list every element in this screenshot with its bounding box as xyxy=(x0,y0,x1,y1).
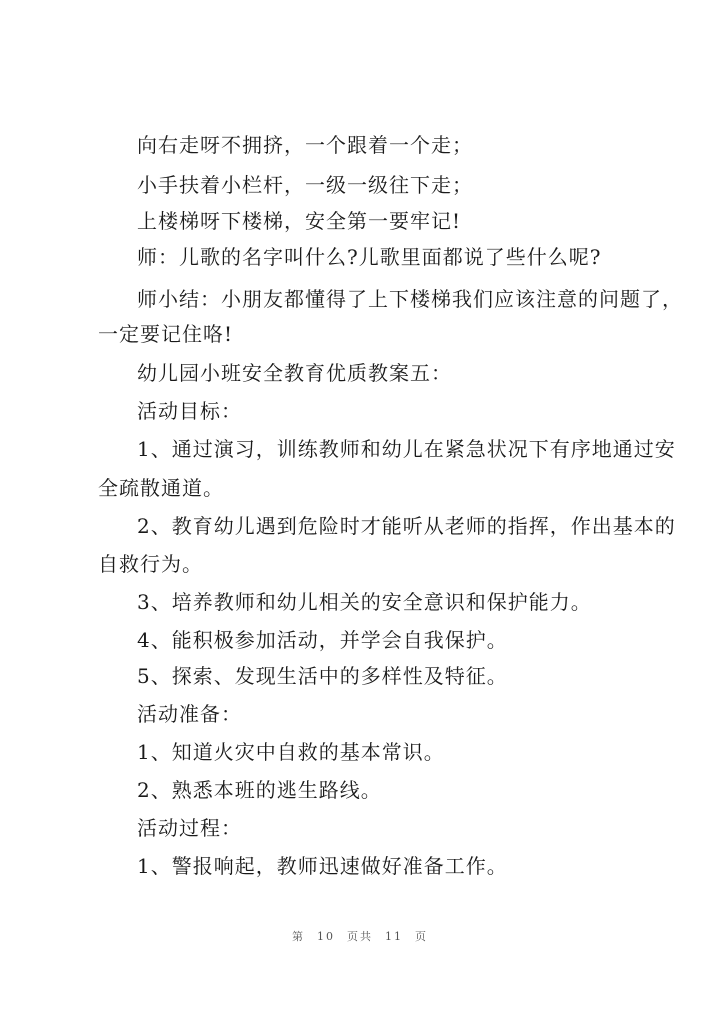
section-heading: 活动准备： xyxy=(137,702,242,726)
list-item: 1、通过演习，训练教师和幼儿在紧急状况下有序地通过安 xyxy=(137,437,676,461)
text-line: 师：儿歌的名字叫什么?儿歌里面都说了些什么呢? xyxy=(137,245,602,269)
list-item: 2、熟悉本班的逃生路线。 xyxy=(137,778,382,802)
section-heading: 幼儿园小班安全教育优质教案五： xyxy=(137,361,452,385)
page-footer xyxy=(0,928,720,944)
total-pages-number: 11 xyxy=(385,930,403,943)
list-item: 1、知道火灾中自救的基本常识。 xyxy=(137,740,445,764)
current-page-number: 10 xyxy=(317,930,335,943)
list-item: 1、警报响起，教师迅速做好准备工作。 xyxy=(137,854,508,878)
page-label-suffix: 页 xyxy=(415,930,428,943)
text-line: 小手扶着小栏杆，一级一级往下走； xyxy=(137,173,473,197)
text-line: 师小结：小朋友都懂得了上下楼梯我们应该注意的问题了， xyxy=(137,287,683,311)
list-item: 2、教育幼儿遇到危险时才能听从老师的指挥，作出基本的 xyxy=(137,514,676,538)
text-line: 上楼梯呀下楼梯，安全第一要牢记! xyxy=(137,209,462,233)
section-heading: 活动过程： xyxy=(137,816,242,840)
list-item: 3、培养教师和幼儿相关的安全意识和保护能力。 xyxy=(137,590,592,614)
list-item: 5、探索、发现生活中的多样性及特征。 xyxy=(137,664,508,688)
text-line: 全疏散通道。 xyxy=(98,476,224,500)
section-heading: 活动目标： xyxy=(137,399,242,423)
text-line: 自救行为。 xyxy=(98,552,203,576)
page-label-middle: 页共 xyxy=(347,930,373,943)
text-line: 一定要记住咯! xyxy=(98,322,234,346)
list-item: 4、能积极参加活动，并学会自我保护。 xyxy=(137,628,508,652)
text-line: 向右走呀不拥挤，一个跟着一个走； xyxy=(137,133,473,157)
page-label-prefix: 第 xyxy=(292,930,305,943)
